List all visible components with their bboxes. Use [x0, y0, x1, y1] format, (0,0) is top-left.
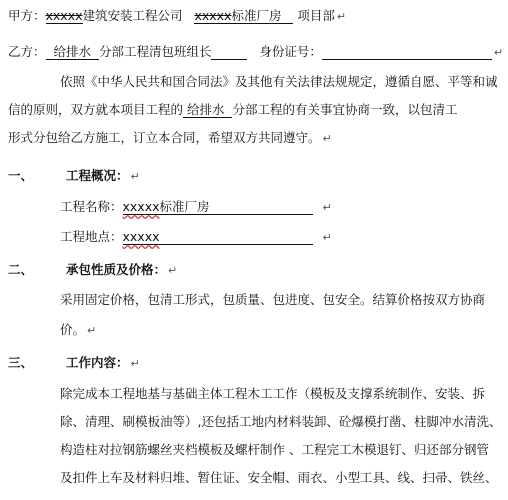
party-b-line	[8, 44, 503, 61]
paragraph-mark: ↵	[322, 132, 332, 145]
section-number: 一、	[8, 168, 34, 183]
project-name-value: xxxxx标准厂房	[123, 199, 313, 215]
intro-line-2: 信的原则，双方就本项目工程的 给排水 分部工程的有关事宜协商一致，以包清工	[8, 102, 458, 117]
project-name-line: 工程名称：xxxxx标准厂房 ↵	[60, 199, 332, 214]
paragraph-mark: ↵	[493, 46, 504, 59]
intro-line-3: 形式分包给乙方施工，订立本合同，希望双方共同遵守。 ↵	[8, 130, 332, 145]
section-title: 工作内容：	[66, 355, 129, 370]
project-location-value: xxxxx	[123, 229, 313, 245]
intro-trade: 给排水	[183, 102, 232, 118]
section-1-heading: 一、 工程概况： ↵	[8, 168, 140, 183]
party-b-id-blank	[322, 44, 492, 60]
party-a-company: 建筑安装工程公司	[82, 8, 183, 23]
project-location-label: 工程地点：	[60, 229, 123, 244]
paragraph-mark: ↵	[336, 10, 347, 23]
section-title: 工程概况：	[66, 168, 129, 183]
party-b-role-blank	[211, 44, 247, 60]
party-a-label: 甲方：	[8, 8, 46, 23]
party-a-xxxxx-1: xxxxx	[45, 8, 83, 23]
party-b-role: 分部工程清包班组长	[98, 44, 212, 59]
party-b-trade: 给排水	[46, 44, 99, 60]
party-a-dept: 项目部	[297, 8, 335, 23]
project-name-label: 工程名称：	[60, 199, 123, 214]
section-3-line-3: 构造柱对拉钢筋螺丝夹档模板及螺杆制作 、工程完工木模退钉、归还部分钢管	[60, 442, 489, 457]
intro-line-1: 依照《中华人民共和国合同法》及其他有关法律法规规定，遵循自愿、平等和诚	[60, 74, 498, 89]
party-a-project: xxxxx标准厂房	[194, 8, 293, 24]
party-b-label: 乙方：	[8, 44, 46, 59]
section-title: 承包性质及价格：	[66, 262, 167, 277]
section-2-heading: 二、 承包性质及价格： ↵	[8, 262, 178, 277]
section-2-line-2: 价。 ↵	[60, 322, 97, 337]
section-3-line-4: 及扣件上车及材料归堆、暂住证、安全帽、雨衣、小型工具、线、扫帚、铁丝、	[60, 470, 498, 485]
party-b-id-label: 身份证号：	[259, 44, 322, 59]
section-2-line-1: 采用固定价格，包清工形式，包质量、包进度、包安全。结算价格按双方协商	[60, 292, 486, 307]
project-location-line: 工程地点：xxxxx ↵	[60, 229, 332, 244]
section-3-line-2: 除、清理、刷模板油等）,还包括工地内材料装卸、砼爆模打凿、柱脚冲水清洗、	[60, 414, 502, 429]
section-number: 二、	[8, 262, 34, 277]
section-number: 三、	[8, 355, 34, 370]
section-3-heading: 三、 工作内容： ↵	[8, 355, 140, 370]
section-3-line-1: 除完成本工程地基与基础主体工程木工工作（模板及支撑系统制作、安装、拆	[60, 386, 486, 401]
party-a-line	[8, 8, 346, 25]
